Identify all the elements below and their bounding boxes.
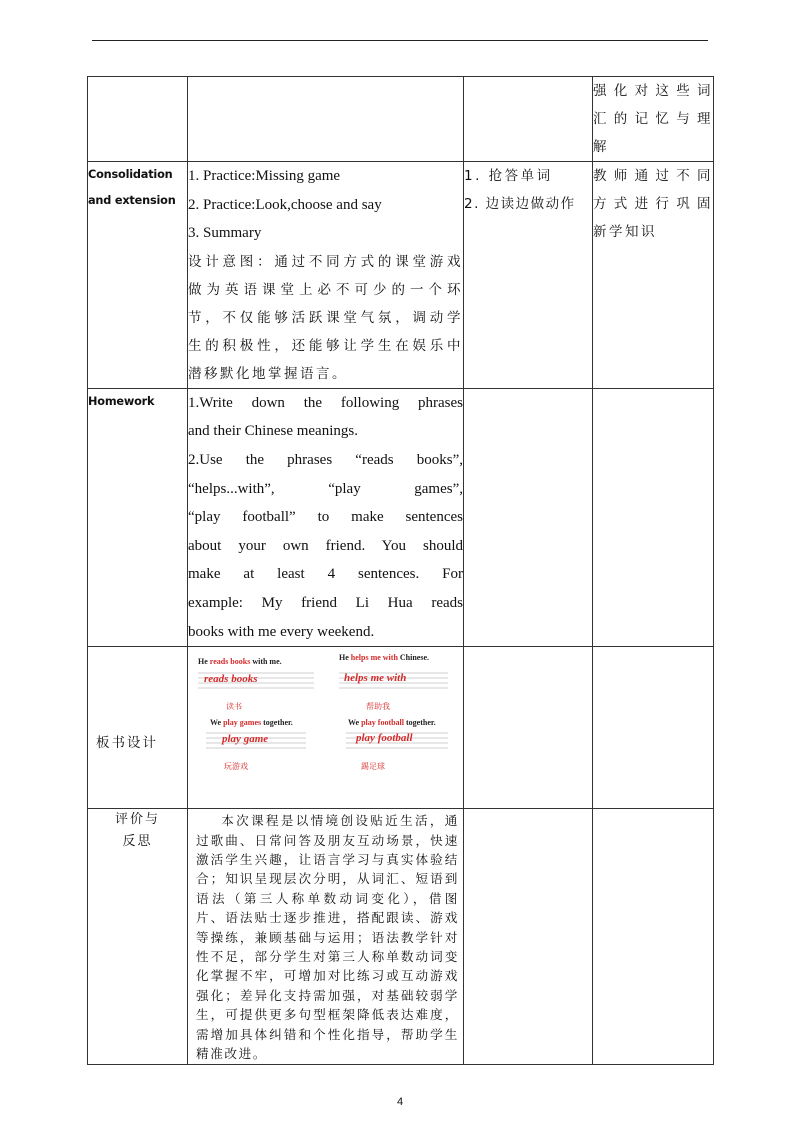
header-rule	[92, 40, 708, 41]
page-number: 4	[396, 1096, 404, 1108]
cell-student	[464, 77, 593, 162]
cell-student	[464, 388, 593, 646]
table-row	[88, 388, 714, 646]
table-row	[88, 647, 714, 809]
board-panel	[198, 657, 314, 711]
cell-intent	[593, 647, 714, 809]
design-intent-line: 潜移默化地掌握语言。	[188, 365, 348, 382]
cell-stage	[88, 77, 188, 162]
intent-line: 汇的记忆与理	[593, 111, 713, 127]
board-phrase: reads books	[204, 673, 258, 686]
cell-board	[188, 647, 464, 809]
homework-line: example: My friend Li Hua reads	[188, 594, 463, 611]
table-row	[88, 77, 714, 162]
reflection-label	[88, 809, 188, 1065]
intent-line: 新学知识	[593, 224, 657, 240]
step-item: 3. Summary	[188, 225, 262, 242]
board-meaning: 踢足球	[361, 762, 385, 772]
board-meaning: 玩游戏	[224, 762, 248, 772]
board-sentence: He reads books with me.	[198, 657, 282, 667]
reflection-text: 本次课程是以情境创设贴近生活，通过歌曲、日常问答及朋友互动场景，快速激活学生兴趣，让语言学习与真实体验结合；知识呈现层次分明，从词汇、短语到语法（第三人称单数动词变化），借图片、语法贴士逐步推进，搭配跟读、游戏等操练，兼顾基础与运用；语法教学针对性不足，部分学生对第三人称单数动词变化掌握不牢，可增加对比练习或互动游戏强化；差异化支持需加强，对基础较弱学生，可提供更多句型框架降低表达难度，需增加具体纠错和个性化指导，帮助学生精准改进。	[196, 813, 459, 1061]
cell-student	[464, 647, 593, 809]
student-activity-line: 2. 边读边做动作	[464, 196, 576, 212]
table-row	[88, 809, 714, 1065]
board-phrase: play game	[222, 733, 269, 746]
homework-line: 2.Use the phrases “reads books”,	[188, 451, 463, 468]
board-panel	[346, 718, 448, 771]
board-sentence: We play games together.	[210, 718, 293, 728]
lesson-plan-table	[87, 76, 714, 1065]
stage-label-homework: Homework	[88, 388, 188, 646]
homework-line: 1.Write down the following phrases	[188, 394, 463, 411]
intent-line: 强化对这些词	[593, 83, 713, 99]
board-panel	[339, 653, 448, 711]
cell-intent	[593, 77, 714, 162]
design-intent-line: 节，不仅能够活跃课堂气氛，调动学	[188, 309, 463, 326]
cell-intent	[593, 162, 714, 389]
cell-homework	[188, 388, 464, 646]
intent-line: 解	[593, 139, 609, 155]
stage-label-line: Consolidation	[88, 168, 173, 181]
homework-line: about your own friend. You should	[188, 537, 463, 554]
board-panel	[206, 718, 306, 771]
step-item: 1. Practice:Missing game	[188, 168, 341, 184]
board-design-label: 板书设计	[96, 735, 158, 752]
stage-label-consolidation	[88, 162, 188, 389]
cell-activity	[188, 77, 464, 162]
stage-label-line: and extension	[88, 194, 176, 207]
table-row	[88, 162, 714, 389]
homework-line: “play football” to make sentences	[188, 509, 463, 526]
cell-intent	[593, 809, 714, 1065]
cell-intent	[593, 388, 714, 646]
cell-reflection	[188, 809, 464, 1065]
board-meaning: 读书	[226, 702, 242, 712]
cell-board-label	[88, 647, 188, 809]
intent-line: 方式进行巩固	[593, 196, 713, 212]
board-phrase: play football	[356, 732, 413, 745]
homework-line: make at least 4 sentences. For	[188, 566, 463, 583]
homework-line: “helps...with”, “play games”,	[188, 480, 463, 497]
homework-line: and their Chinese meanings.	[188, 423, 358, 440]
step-item: 2. Practice:Look,choose and say	[188, 196, 382, 213]
cell-student	[464, 809, 593, 1065]
cell-activity	[188, 162, 464, 389]
reflection-label-line: 评价与	[114, 812, 160, 828]
design-intent-line: 生的积极性，还能够让学生在娱乐中	[188, 337, 463, 354]
design-intent-line: 设计意图：通过不同方式的课堂游戏	[188, 253, 463, 270]
board-sentence: He helps me with Chinese.	[339, 653, 430, 663]
homework-line: books with me every weekend.	[188, 623, 375, 640]
board-sentence: We play football together.	[348, 718, 436, 728]
reflection-label-line: 反思	[122, 834, 153, 850]
cell-student	[464, 162, 593, 389]
design-intent-line: 做为英语课堂上必不可少的一个环	[188, 281, 463, 298]
student-activity-line: 1. 抢答单词	[464, 168, 553, 184]
board-meaning: 帮助我	[366, 702, 390, 712]
blackboard-design	[196, 651, 451, 773]
board-phrase: helps me with	[344, 672, 407, 685]
intent-line: 教师通过不同	[593, 168, 713, 184]
